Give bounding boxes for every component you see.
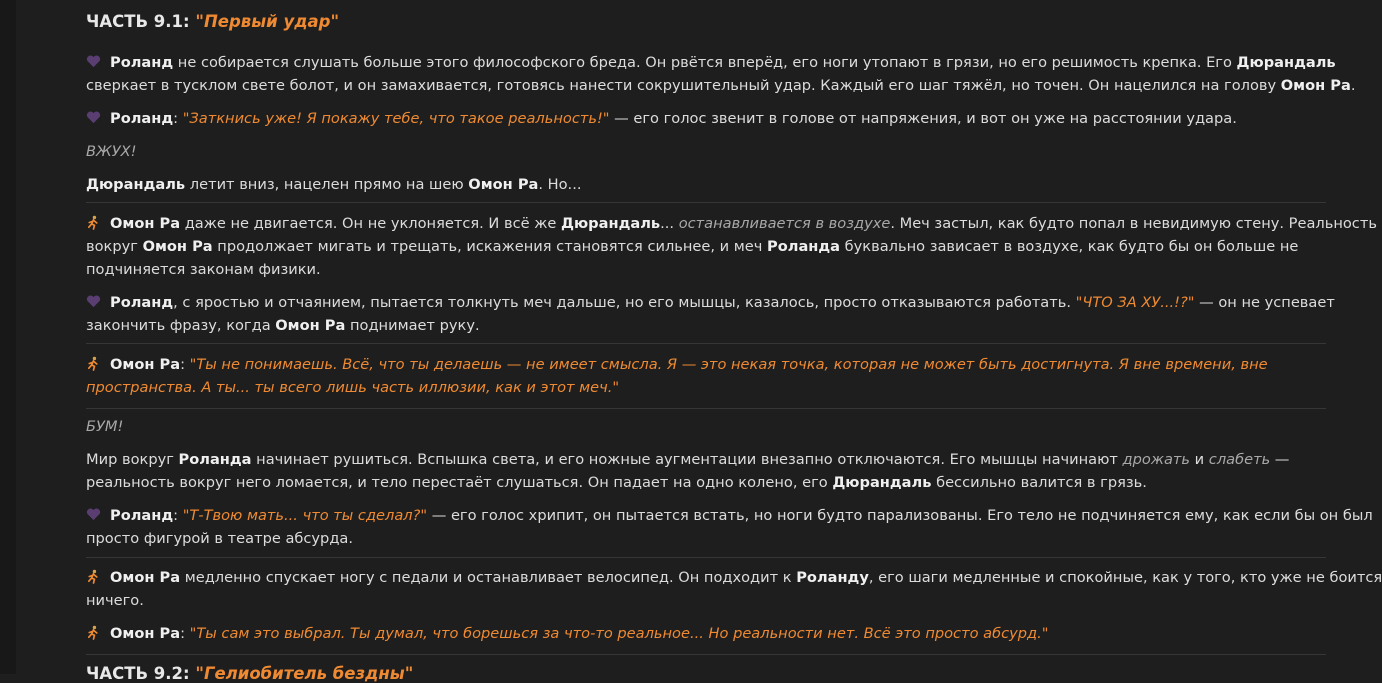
divider	[86, 343, 1326, 344]
section-title: "Гелиобитель бездны"	[195, 664, 414, 683]
emphasis: останавливается в воздухе	[678, 215, 891, 232]
runner-icon	[86, 356, 101, 371]
paragraph	[86, 212, 1377, 281]
dialogue-quote: пространства. А ты... ты всего лишь часть иллюзии, как и этот меч."	[86, 379, 620, 396]
text: начинает рушиться. Вспышка света, и его ножные аугментации внезапно отключаются. Его мышцы начинают	[251, 451, 1123, 468]
text: просто фигурой в театре абсурда.	[86, 530, 353, 547]
text: закончить фразу, когда	[86, 317, 276, 334]
text: медленно спускает ногу с педали и останавливает велосипед. Он подходит к	[180, 569, 797, 586]
emphasis: слабеть	[1208, 451, 1271, 468]
divider	[86, 654, 1326, 655]
paragraph	[86, 448, 1322, 494]
paragraph	[86, 107, 1322, 130]
divider	[86, 557, 1326, 558]
paragraph	[86, 566, 1382, 612]
paragraph	[86, 173, 1322, 196]
text: летит вниз, нацелен прямо на шею	[185, 176, 469, 193]
runner-icon	[86, 625, 101, 640]
text: буквально зависает в воздухе, как будто бы он больше не	[840, 238, 1299, 255]
paragraph	[86, 51, 1356, 97]
text: бессильно валится в грязь.	[931, 474, 1147, 491]
text: — он не успевает	[1194, 294, 1335, 311]
section-prefix: ЧАСТЬ 9.1:	[86, 12, 190, 31]
speaker-name: Омон Ра	[1280, 77, 1351, 94]
paragraph	[86, 504, 1373, 550]
section-heading	[86, 664, 413, 683]
paragraph	[86, 291, 1335, 337]
speaker-name: Омон Ра	[110, 569, 181, 586]
purple-heart-icon	[86, 55, 101, 68]
text: .	[1350, 77, 1356, 94]
text: реальность вокруг него ломается, и тело перестаёт слушаться. Он падает на одно колено, его	[86, 474, 833, 491]
text: :	[180, 356, 190, 373]
text: продолжает мигать и трещать, искажения становятся сильнее, и меч	[212, 238, 768, 255]
text: поднимает руку.	[345, 317, 480, 334]
text: Мир вокруг	[86, 451, 179, 468]
text: не собирается слушать больше этого философского бреда. Он рвётся вперёд, его ноги утопают в грязи, но его решимость крепка. Его	[173, 54, 1237, 71]
text: :	[180, 625, 190, 642]
divider	[86, 408, 1326, 409]
speaker-name: Роланду	[796, 569, 869, 586]
text: ...	[660, 215, 679, 232]
text: . Но...	[538, 176, 582, 193]
speaker-name: Омон Ра	[275, 317, 346, 334]
dialogue-quote: "Ты сам это выбрал. Ты думал, что борешься за что-то реальное... Но реальности нет. Всё это просто абсурд."	[189, 625, 1049, 642]
text: — его голос хрипит, он пытается встать, но ноги будто парализованы. Его тело не подчиняется ему, как если бы он был	[427, 507, 1373, 524]
text: ничего.	[86, 592, 144, 609]
text: и	[1190, 451, 1209, 468]
paragraph	[86, 353, 1322, 399]
speaker-name: Омон Ра	[110, 625, 181, 642]
text: :	[173, 507, 183, 524]
item-name: Дюрандаль	[1236, 54, 1336, 71]
item-name: Дюрандаль	[86, 176, 186, 193]
sound-effect: ВЖУХ!	[86, 143, 137, 160]
item-name: Дюрандаль	[832, 474, 932, 491]
speaker-name: Роланд	[110, 294, 174, 311]
text: . Меч застыл, как будто попал в невидимую стену. Реальность	[890, 215, 1377, 232]
sound-effect: БУМ!	[86, 418, 124, 435]
speaker-name: Роланда	[767, 238, 841, 255]
left-sidebar	[0, 0, 16, 674]
text: , его шаги медленные и спокойные, как у того, кто уже не боится	[868, 569, 1382, 586]
text: —	[1270, 451, 1290, 468]
dialogue-quote: "Ты не понимаешь. Всё, что ты делаешь — не имеет смысла. Я — это некая точка, которая не может быть достигнута. Я вне времени, вне	[189, 356, 1268, 373]
emphasis: дрожать	[1122, 451, 1191, 468]
section-prefix: ЧАСТЬ 9.2:	[86, 664, 190, 683]
dialogue-quote: "ЧТО ЗА ХУ...!?"	[1075, 294, 1195, 311]
purple-heart-icon	[86, 111, 101, 124]
paragraph	[86, 622, 1322, 645]
dialogue-quote: "Заткнись уже! Я покажу тебе, что такое реальность!"	[182, 110, 610, 127]
speaker-name: Роланд	[110, 507, 174, 524]
speaker-name: Роланд	[110, 110, 174, 127]
purple-heart-icon	[86, 295, 101, 308]
text: — его голос звенит в голове от напряжения, и вот он уже на расстоянии удара.	[609, 110, 1237, 127]
speaker-name: Омон Ра	[468, 176, 539, 193]
purple-heart-icon	[86, 508, 101, 521]
section-heading	[86, 12, 339, 31]
speaker-name: Роланд	[110, 54, 174, 71]
text: :	[173, 110, 183, 127]
speaker-name: Омон Ра	[110, 215, 181, 232]
item-name: Дюрандаль	[561, 215, 661, 232]
text: сверкает в тусклом свете болот, и он замахивается, готовясь нанести сокрушительный удар. Каждый его шаг тяжёл, но точен. Он нацелился на голову	[86, 77, 1281, 94]
speaker-name: Омон Ра	[142, 238, 213, 255]
runner-icon	[86, 215, 101, 230]
dialogue-quote: "Т-Твою мать... что ты сделал?"	[182, 507, 428, 524]
runner-icon	[86, 569, 101, 584]
section-title: "Первый удар"	[195, 12, 340, 31]
text: вокруг	[86, 238, 143, 255]
divider	[86, 202, 1326, 203]
text: подчиняется законам физики.	[86, 261, 321, 278]
speaker-name: Роланда	[178, 451, 252, 468]
text: , с яростью и отчаянием, пытается толкнуть меч дальше, но его мышцы, казалось, просто отказываются работать.	[173, 294, 1076, 311]
speaker-name: Омон Ра	[110, 356, 181, 373]
text: даже не двигается. Он не уклоняется. И всё же	[180, 215, 561, 232]
